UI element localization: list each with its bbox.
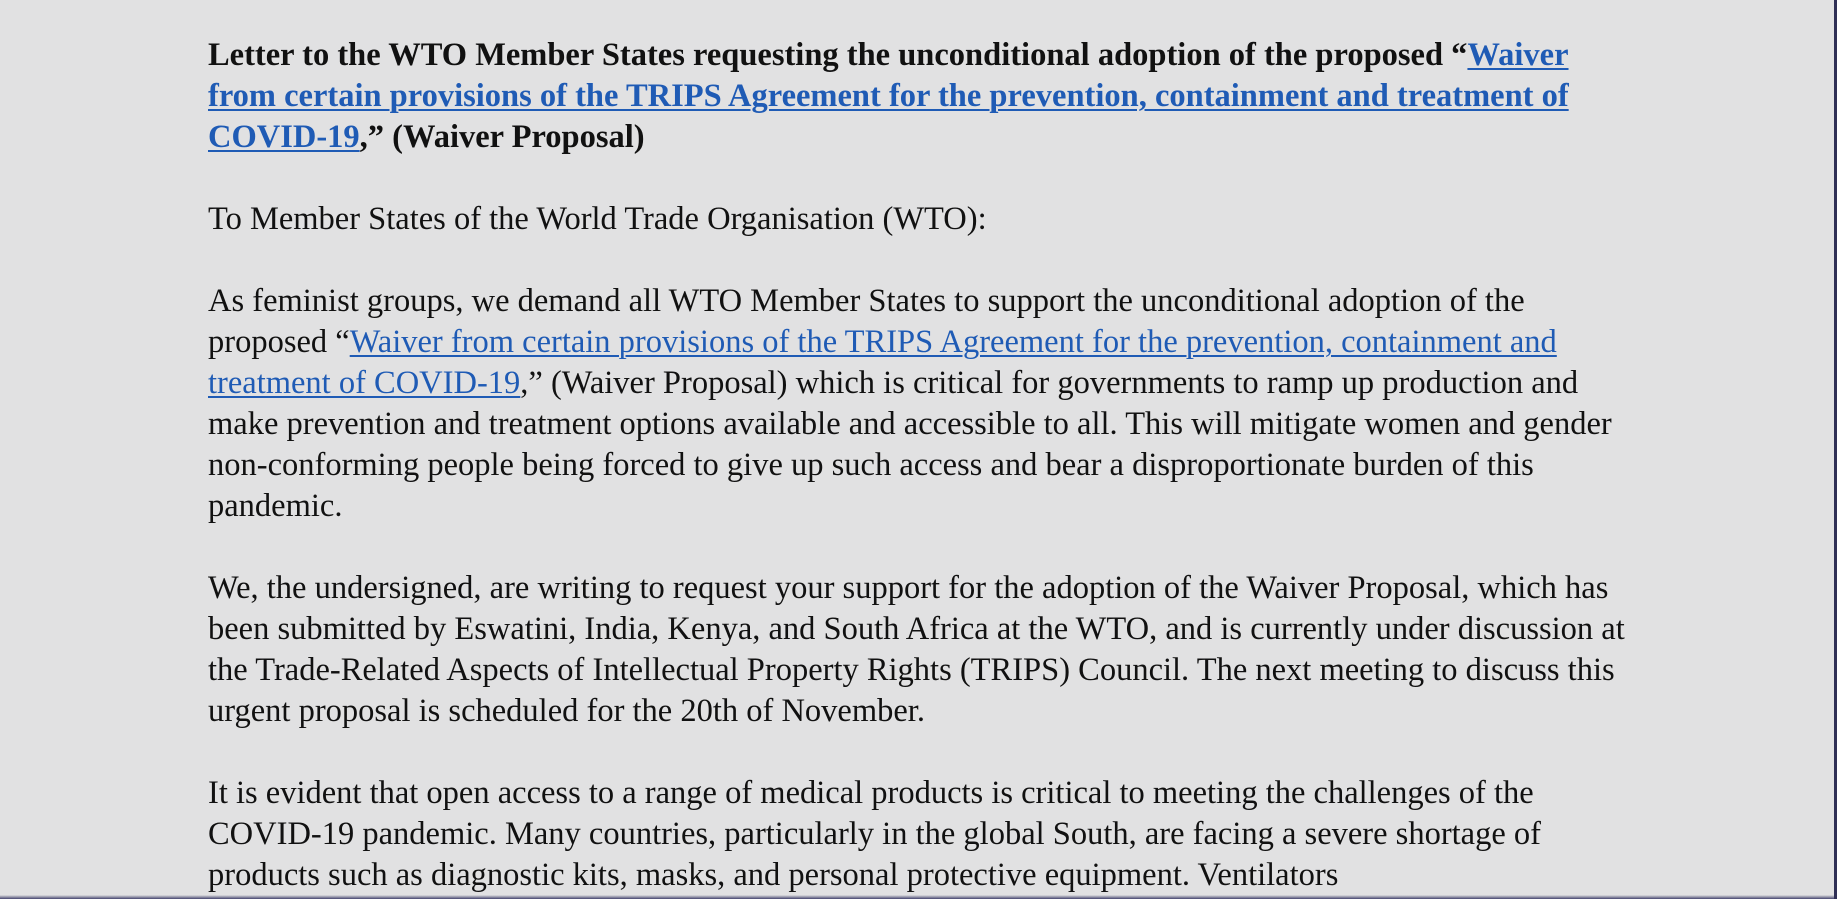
paragraph-1-suffix: ,” (Waiver Proposal) which is critical for governments to ramp up production and make prevention and treatment options available and accessible to all. This will mitigate women and gender non-conforming people being forced to give up such access and bear a disproportionate burden of this pandemic. — [208, 365, 1612, 524]
document-title — [208, 35, 1628, 158]
title-suffix: ,” (Waiver Proposal) — [359, 119, 645, 155]
paragraph-2: We, the undersigned, are writing to request your support for the adoption of the Waiver Proposal, which has been submitted by Eswatini, India, Kenya, and South Africa at the WTO, and is currently under discussion at the Trade-Related Aspects of Intellectual Property Rights (TRIPS) Council. The next meeting to discuss this urgent proposal is scheduled for the 20th of November. — [208, 570, 1625, 729]
paragraph-1-prefix: As feminist groups, we demand all WTO Member States to support the unconditional adoption of the proposed “ — [208, 283, 1525, 360]
document-page — [208, 35, 1628, 896]
title-prefix: Letter to the WTO Member States requesting the unconditional adoption of the proposed “ — [208, 37, 1468, 73]
paragraph-1 — [208, 281, 1628, 527]
paragraph-1-waiver-link[interactable]: Waiver from certain provisions of the TRIPS Agreement for the prevention, containment and treatment of COVID-19 — [208, 324, 1557, 401]
title-waiver-link[interactable]: Waiver from certain provisions of the TRIPS Agreement for the prevention, containment and treatment of COVID-19 — [208, 37, 1569, 155]
salutation: To Member States of the World Trade Organisation (WTO): — [208, 201, 987, 237]
paragraph-3: It is evident that open access to a range of medical products is critical to meeting the challenges of the COVID-19 pandemic. Many countries, particularly in the global South, are facing a severe shortage of products such as diagnostic kits, masks, and personal protective equipment. Ventilators — [208, 775, 1541, 893]
window-bottom-edge — [0, 895, 1837, 899]
